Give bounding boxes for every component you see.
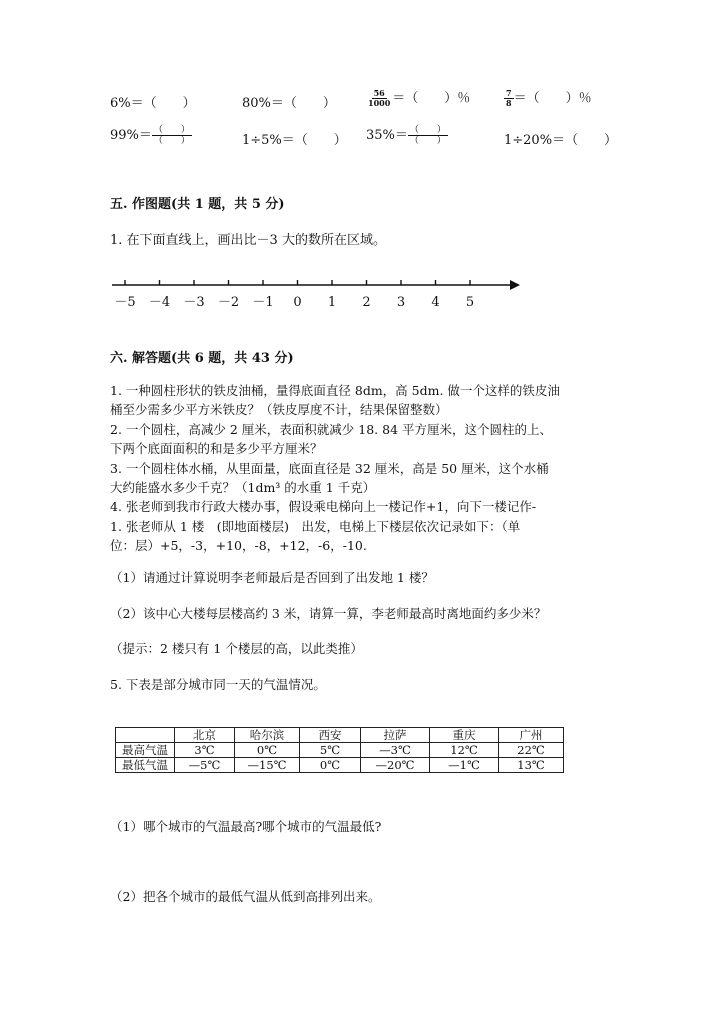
- question-line: 1. 一种圆柱形状的铁皮油桶，量得底面直径 8dm，高 5dm. 做一个这样的铁皮油: [110, 383, 560, 398]
- number-line-label: －4: [148, 295, 171, 310]
- table-header-cell: 拉萨: [361, 728, 430, 743]
- q4-sub-question-1: （1）请通过计算说明李老师最后是否回到了出发地 1 楼？: [110, 570, 434, 585]
- conv-item-99pct: [110, 124, 192, 146]
- number-line-arrow-icon: [510, 280, 520, 290]
- table-row: [116, 743, 564, 758]
- question-line: 桶至少需多少平方米铁皮？（铁皮厚度不计，结果保留整数）: [110, 402, 448, 418]
- table-header-cell: [116, 728, 175, 743]
- fraction-denominator: 8: [506, 98, 512, 108]
- conv-prefix: 35%＝: [366, 128, 408, 143]
- q4-hint: （提示：2 楼只有 1 个楼层的高，以此类推）: [110, 641, 363, 656]
- table-header-cell: 哈尔滨: [235, 728, 300, 743]
- conv-item-1div20pct: [504, 129, 617, 148]
- number-line-label: －3: [183, 295, 205, 310]
- table-cell: 最低气温: [116, 758, 175, 773]
- table-cell: —1℃: [430, 758, 499, 773]
- table-header-row: [116, 728, 564, 743]
- table-cell: 13℃: [499, 758, 564, 773]
- number-line-label: －2: [217, 295, 240, 310]
- table-row: [116, 758, 564, 773]
- number-line-label: －5: [114, 295, 136, 310]
- fraction: [504, 89, 514, 108]
- question-line: 3. 一个圆柱体水桶，从里面量，底面直径是 32 厘米，高是 50 厘米，这个水桶: [110, 460, 549, 476]
- conv-item-1div5pct: [242, 129, 347, 148]
- fraction: [366, 89, 392, 108]
- conv-item-56-1000: [366, 87, 470, 108]
- table-cell: —3℃: [361, 743, 430, 758]
- q5-sub-question-2: （2）把各个城市的最低气温从低到高排列出来。: [110, 889, 381, 904]
- conv-blank[interactable]: ＝（ ）: [552, 133, 618, 148]
- fraction-denominator: （ ）: [153, 136, 190, 146]
- conv-item-80pct: [242, 92, 336, 111]
- table-cell: 最高气温: [116, 743, 175, 758]
- number-line-label: 0: [293, 295, 302, 310]
- fraction-numerator: （ ）: [409, 125, 446, 135]
- conv-prefix: 99%＝: [110, 128, 152, 143]
- question-line: 下两个底面面积的和是多少平方厘米？: [110, 441, 323, 457]
- q4-sub-question-2: （2）该中心大楼每层楼高约 3 米，请算一算，李老师最高时离地面约多少米？: [110, 606, 547, 621]
- number-line-label: 4: [431, 295, 440, 310]
- question-line: 位：层）+5，-3，+10，-8，+12，-6，-10.: [110, 538, 367, 554]
- fraction-denominator: 1000: [368, 98, 391, 108]
- section6-title: 六. 解答题(共 6 题，共 43 分): [110, 351, 294, 366]
- number-line-label: 2: [362, 295, 371, 310]
- conv-blank[interactable]: ＝（ ）％: [513, 91, 592, 106]
- question-line: 大约能盛水多少千克？（1dm³ 的水重 1 千克）: [110, 480, 376, 496]
- temperature-table: [115, 727, 564, 773]
- question-5: 5. 下表是部分城市同一天的气温情况。: [110, 677, 326, 692]
- table-cell: —5℃: [175, 758, 235, 773]
- table-header-cell: 重庆: [430, 728, 499, 743]
- fraction-numerator: 56: [373, 88, 385, 98]
- number-line-label: 5: [465, 295, 475, 310]
- q5-sub-question-1: （1）哪个城市的气温最高?哪个城市的气温最低?: [110, 819, 382, 834]
- number-line-label: －1: [252, 295, 274, 310]
- conv-prefix: 1÷20%: [504, 133, 553, 148]
- question-line: 1. 张老师从 1 楼 (即地面楼层) 出发，电梯上下楼层依次记录如下：（单: [110, 518, 521, 534]
- conv-blank[interactable]: ＝（ ）: [130, 96, 196, 111]
- number-line-label: 1: [327, 295, 337, 310]
- conv-blank[interactable]: ＝（ ）％: [392, 91, 471, 106]
- table-cell: 5℃: [300, 743, 361, 758]
- table-header-cell: 西安: [300, 728, 361, 743]
- table-cell: 12℃: [430, 743, 499, 758]
- section6-questions: [110, 381, 560, 556]
- conv-blank[interactable]: ＝（ ）: [281, 133, 347, 148]
- table-cell: —20℃: [361, 758, 430, 773]
- table-cell: 0℃: [235, 743, 300, 758]
- conv-item-6pct: [110, 92, 196, 111]
- section5-question-1: 1. 在下面直线上，画出比－3 大的数所在区域。: [110, 233, 386, 248]
- table-header-cell: 广州: [499, 728, 564, 743]
- conv-item-35pct: [366, 124, 448, 146]
- table-cell: 0℃: [300, 758, 361, 773]
- fraction-denominator: （ ）: [409, 136, 446, 146]
- question-line: 4. 张老师到我市行政大楼办事，假设乘电梯向上一楼记作+1，向下一楼记作-: [110, 499, 537, 515]
- fraction-numerator: （ ）: [153, 125, 190, 135]
- number-line[interactable]: [108, 276, 528, 310]
- section5-title: 五. 作图题(共 1 题，共 5 分): [110, 197, 285, 212]
- conv-blank[interactable]: ＝（ ）: [270, 96, 336, 111]
- conv-prefix: 6%: [110, 96, 131, 111]
- table-cell: 22℃: [499, 743, 564, 758]
- conv-item-7-8: [504, 87, 592, 108]
- table-cell: —15℃: [235, 758, 300, 773]
- conv-prefix: 80%: [242, 96, 271, 111]
- table-cell: 3℃: [175, 743, 235, 758]
- fraction-numerator: 7: [506, 88, 512, 98]
- fraction-blank[interactable]: [408, 125, 448, 146]
- question-line: 2. 一个圆柱，高减少 2 厘米，表面积就减少 18. 84 平方厘米，这个圆柱的上、: [110, 421, 553, 437]
- table-header-cell: 北京: [175, 728, 235, 743]
- fraction-blank[interactable]: [152, 125, 192, 146]
- conv-prefix: 1÷5%: [242, 133, 282, 148]
- number-line-label: 3: [396, 295, 406, 310]
